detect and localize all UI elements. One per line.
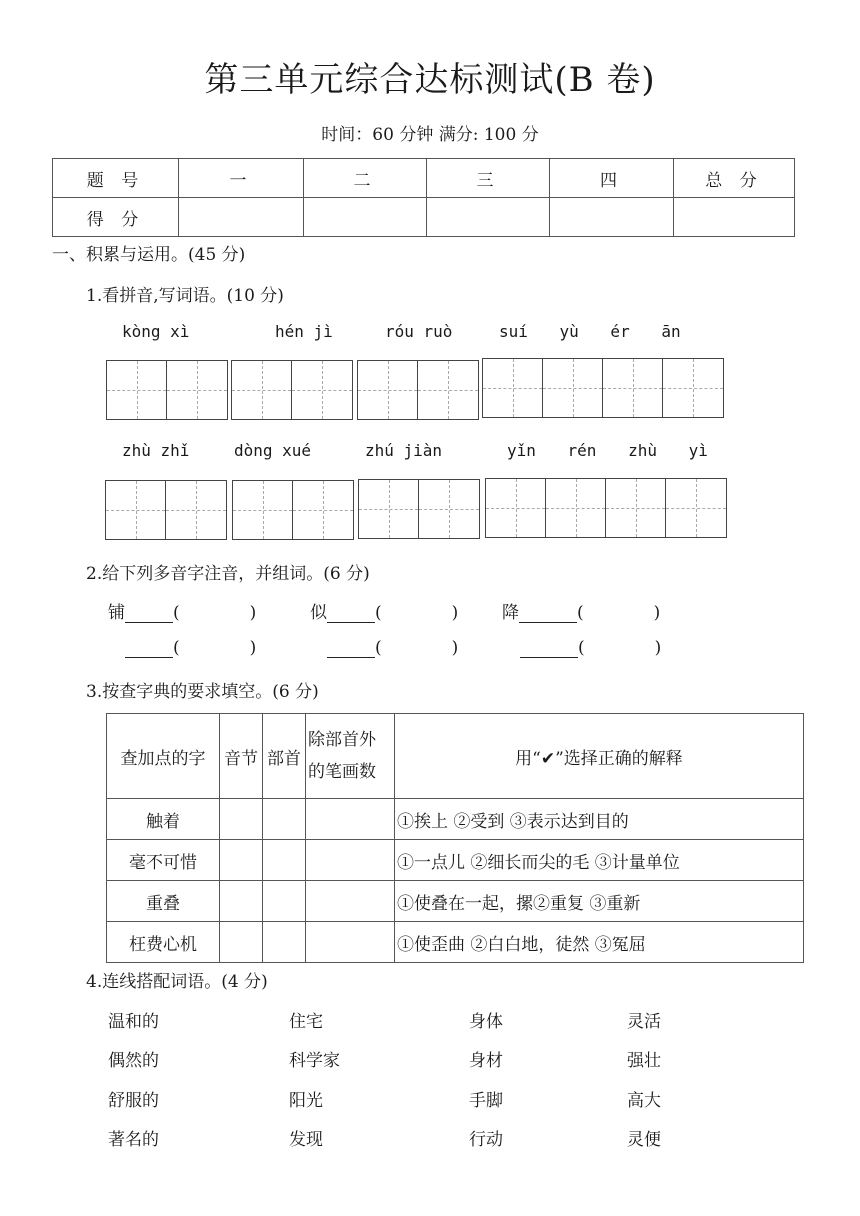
header-meaning: 用“✔”选择正确的解释 [395, 714, 804, 799]
pinyin-label: róu ruò [385, 322, 453, 341]
score-input-cell[interactable] [427, 198, 550, 237]
meaning-options[interactable]: ①一点儿 ②细长而尖的毛 ③计量单位 [395, 840, 804, 881]
polyphone-char: 似 [310, 603, 327, 623]
syllable-cell[interactable] [220, 881, 263, 922]
match-word[interactable]: 温和的 [108, 1012, 159, 1032]
match-word[interactable]: 住宅 [289, 1012, 323, 1032]
score-input-cell[interactable] [304, 198, 427, 237]
question-2-prompt: 2.给下列多音字注音，并组词。(6 分) [86, 564, 370, 584]
pinyin-label: dòng xué [234, 441, 312, 460]
polyphone-char: 铺 [108, 603, 125, 623]
meaning-options[interactable]: ①使歪曲 ②白白地，徒然 ③冤屈 [395, 922, 804, 963]
pinyin-blank[interactable] [125, 639, 173, 658]
pinyin-blank[interactable] [327, 604, 375, 623]
stroke-cell[interactable] [306, 799, 395, 840]
table-row [107, 840, 804, 881]
pinyin-blank[interactable] [520, 639, 578, 658]
match-word[interactable]: 手脚 [469, 1091, 503, 1111]
section-1-heading: 一、积累与运用。(45 分) [52, 245, 246, 265]
polyphone-item: 降 ( ) [502, 603, 661, 623]
writing-grid[interactable] [231, 360, 353, 420]
writing-grid[interactable] [105, 480, 227, 540]
score-input-cell[interactable] [674, 198, 795, 237]
score-table-score-row [53, 198, 795, 237]
writing-grid[interactable] [232, 480, 354, 540]
meaning-options[interactable]: ①挨上 ②受到 ③表示达到目的 [395, 799, 804, 840]
table-row [107, 799, 804, 840]
question-1-prompt: 1.看拼音,写词语。(10 分) [86, 286, 284, 306]
pinyin-label: zhù zhǐ [122, 441, 190, 460]
header-syllable: 音节 [220, 714, 263, 799]
score-header-cell: 三 [427, 159, 550, 198]
polyphone-item: ( ) [125, 638, 256, 658]
radical-cell[interactable] [263, 881, 306, 922]
match-word[interactable]: 著名的 [108, 1130, 159, 1150]
match-word[interactable]: 强壮 [627, 1051, 661, 1071]
radical-cell[interactable] [263, 799, 306, 840]
match-word[interactable]: 阳光 [289, 1091, 323, 1111]
question-3-prompt: 3.按查字典的要求填空。(6 分) [86, 682, 319, 702]
radical-cell[interactable] [263, 922, 306, 963]
polyphone-item: 似 ( ) [310, 603, 459, 623]
writing-grid[interactable] [358, 479, 480, 539]
polyphone-item: 铺 ( ) [108, 603, 257, 623]
pinyin-label: zhú jiàn [365, 441, 443, 460]
stroke-cell[interactable] [306, 840, 395, 881]
match-word[interactable]: 身体 [469, 1012, 503, 1032]
writing-grid[interactable] [482, 358, 724, 418]
match-word[interactable]: 舒服的 [108, 1091, 159, 1111]
match-word[interactable]: 行动 [469, 1130, 503, 1150]
match-word[interactable]: 发现 [289, 1130, 323, 1150]
match-word[interactable]: 灵便 [627, 1130, 661, 1150]
radical-cell[interactable] [263, 840, 306, 881]
pinyin-label: kòng xì [122, 322, 190, 341]
score-header-cell: 二 [304, 159, 427, 198]
score-table-header-row [53, 159, 795, 198]
polyphone-item: ( ) [520, 638, 661, 658]
syllable-cell[interactable] [220, 922, 263, 963]
score-input-cell[interactable] [550, 198, 674, 237]
dict-word: 毫不可惜 [107, 840, 220, 881]
dictionary-table [106, 713, 804, 963]
stroke-cell[interactable] [306, 881, 395, 922]
writing-grid[interactable] [106, 360, 228, 420]
dict-word: 枉费心机 [107, 922, 220, 963]
header-stroke-count: 除部首外的笔画数 [306, 714, 395, 799]
meaning-options[interactable]: ①使叠在一起，摞②重复 ③重新 [395, 881, 804, 922]
score-header-cell: 题 号 [53, 159, 179, 198]
dict-word: 重叠 [107, 881, 220, 922]
pinyin-label: hén jì [275, 322, 333, 341]
match-word[interactable]: 身材 [469, 1051, 503, 1071]
pinyin-blank[interactable] [327, 639, 375, 658]
table-row [107, 922, 804, 963]
writing-grid[interactable] [485, 478, 727, 538]
exam-time-and-score: 时间：60 分钟 满分: 100 分 [321, 125, 539, 145]
polyphone-item: ( ) [327, 638, 458, 658]
syllable-cell[interactable] [220, 840, 263, 881]
score-input-cell[interactable] [179, 198, 304, 237]
match-word[interactable]: 高大 [627, 1091, 661, 1111]
score-header-cell: 总 分 [674, 159, 795, 198]
score-row-label: 得 分 [53, 198, 179, 237]
page-title: 第三单元综合达标测试(B 卷) [204, 60, 656, 100]
score-header-cell: 一 [179, 159, 304, 198]
score-header-cell: 四 [550, 159, 674, 198]
stroke-cell[interactable] [306, 922, 395, 963]
question-4-prompt: 4.连线搭配词语。(4 分) [86, 972, 268, 992]
header-word: 查加点的字 [107, 714, 220, 799]
match-word[interactable]: 灵活 [627, 1012, 661, 1032]
writing-grid[interactable] [357, 360, 479, 420]
pinyin-label: yǐn rén zhù yì [507, 441, 708, 460]
match-word[interactable]: 科学家 [289, 1051, 340, 1071]
header-radical: 部首 [263, 714, 306, 799]
pinyin-label: suí yù ér ān [499, 322, 681, 341]
table-row [107, 881, 804, 922]
pinyin-blank[interactable] [125, 604, 173, 623]
match-word[interactable]: 偶然的 [108, 1051, 159, 1071]
syllable-cell[interactable] [220, 799, 263, 840]
pinyin-blank[interactable] [519, 604, 577, 623]
dictionary-header-row [107, 714, 804, 799]
dict-word: 触着 [107, 799, 220, 840]
polyphone-char: 降 [502, 603, 519, 623]
score-table [52, 158, 795, 237]
